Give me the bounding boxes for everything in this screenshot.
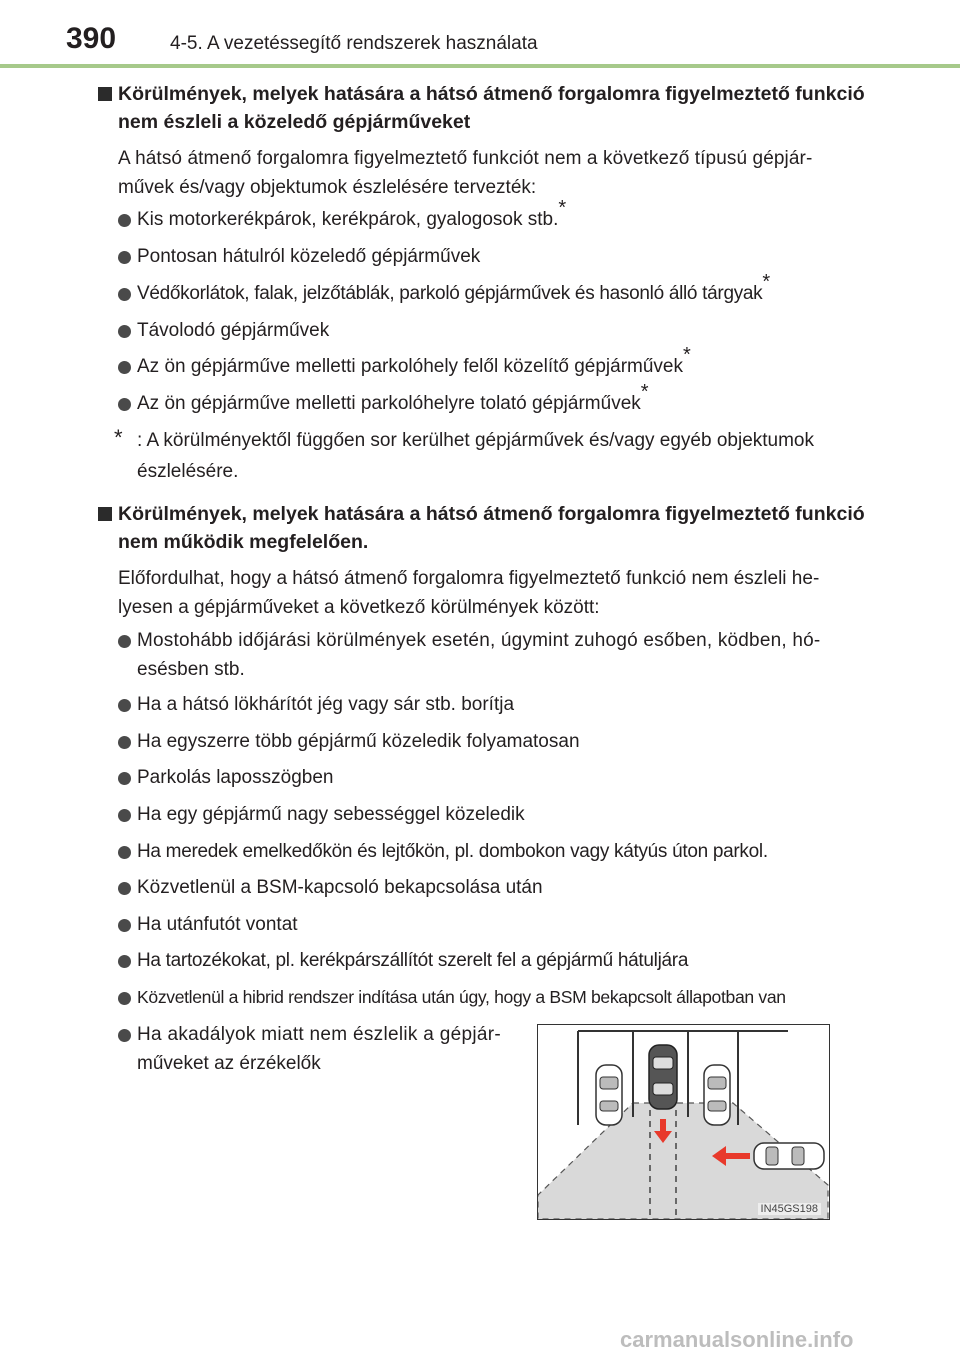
illustration-code: IN45GS198 (758, 1203, 821, 1215)
list-item: Mostohább időjárási körülmények esetén, úgymint zuhogó esőben, ködben, hó- esésben stb. (118, 626, 863, 684)
parking-illustration (537, 1024, 830, 1220)
parking-lot-diagram (538, 1025, 829, 1219)
header-rule (0, 64, 960, 68)
chapter-title: 4-5. A vezetéssegítő rendszerek használata (170, 33, 538, 54)
list-item: Parkolás laposszögben (118, 763, 863, 792)
bullet-dot-icon (118, 251, 131, 264)
bullet-dot-icon (118, 1029, 131, 1042)
parked-car-left (596, 1065, 622, 1125)
bullet-dot-icon (118, 325, 131, 338)
bullet-dot-icon (118, 772, 131, 785)
section2-heading: Körülmények, melyek hatására a hátsó átmenő forgalomra figyelmeztető funkció nem működik megfelelően. (98, 500, 868, 556)
list-item: Közvetlenül a BSM-kapcsoló bekapcsolása után (118, 873, 863, 902)
bullet-dot-icon (118, 398, 131, 411)
square-bullet-icon (98, 507, 112, 521)
page-header (0, 0, 960, 70)
list-item: Ha tartozékokat, pl. kerékpárszállítót szerelt fel a gépjármű hátuljára (118, 946, 863, 975)
square-bullet-icon (98, 87, 112, 101)
parked-car-right (704, 1065, 730, 1125)
list-item: Ha a hátsó lökhárítót jég vagy sár stb. borítja (118, 690, 863, 719)
list-item: Közvetlenül a hibrid rendszer indítása után úgy, hogy a BSM bekapcsolt állapotban van (118, 983, 863, 1012)
bullet-dot-icon (118, 214, 131, 227)
footnote-mark: * (114, 425, 123, 450)
list-item: Távolodó gépjárművek (118, 316, 863, 345)
section1-intro: A hátsó átmenő forgalomra figyelmeztető funkciót nem a következő típusú gépjár- művek és/vagy objektumok észlelésére tervezték: (118, 148, 813, 198)
bullet-dot-icon (118, 955, 131, 968)
own-car (649, 1045, 677, 1109)
bullet-dot-icon (118, 919, 131, 932)
list-item: Ha meredek emelkedőkön és lejtőkön, pl. dombokon vagy kátyús úton parkol. (118, 837, 863, 866)
section2-intro: Előfordulhat, hogy a hátsó átmenő forgalomra figyelmeztető funkció nem észleli he- lyesen a gépjárműveket a következő körülmények között: (118, 568, 820, 618)
bullet-dot-icon (118, 635, 131, 648)
bullet-dot-icon (118, 288, 131, 301)
list-item: Ha utánfutót vontat (118, 910, 863, 939)
page-number: 390 (66, 22, 117, 55)
approaching-car (754, 1143, 824, 1169)
list-item: Az ön gépjárműve melletti parkolóhelyre tolató gépjárművek* (118, 389, 863, 418)
bullet-dot-icon (118, 882, 131, 895)
list-item: Kis motorkerékpárok, kerékpárok, gyalogosok stb.* (118, 205, 863, 234)
list-item: Ha egy gépjármű nagy sebességgel közeledik (118, 800, 863, 829)
bullet-dot-icon (118, 809, 131, 822)
bullet-dot-icon (118, 992, 131, 1005)
footnote: * : A körülményektől függően sor kerülhet gépjárművek és/vagy egyéb objektumok észlelésére. (118, 425, 863, 487)
list-item: Ha egyszerre több gépjármű közeledik folyamatosan (118, 727, 863, 756)
bullet-dot-icon (118, 846, 131, 859)
watermark: carmanualsonline.info (620, 1327, 854, 1352)
list-item: Védőkorlátok, falak, jelzőtáblák, parkoló gépjárművek és hasonló álló tárgyak* (118, 279, 863, 308)
list-item: Ha akadályok miatt nem észlelik a gépjár- műveket az érzékelők (118, 1020, 518, 1078)
list-item: Pontosan hátulról közeledő gépjárművek (118, 242, 863, 271)
list-item: Az ön gépjárműve melletti parkolóhely felől közelítő gépjárművek* (118, 352, 863, 381)
section1-heading: Körülmények, melyek hatására a hátsó átmenő forgalomra figyelmeztető funkció nem észleli a közeledő gépjárműveket (98, 80, 868, 136)
bullet-dot-icon (118, 736, 131, 749)
bullet-dot-icon (118, 699, 131, 712)
bullet-dot-icon (118, 361, 131, 374)
